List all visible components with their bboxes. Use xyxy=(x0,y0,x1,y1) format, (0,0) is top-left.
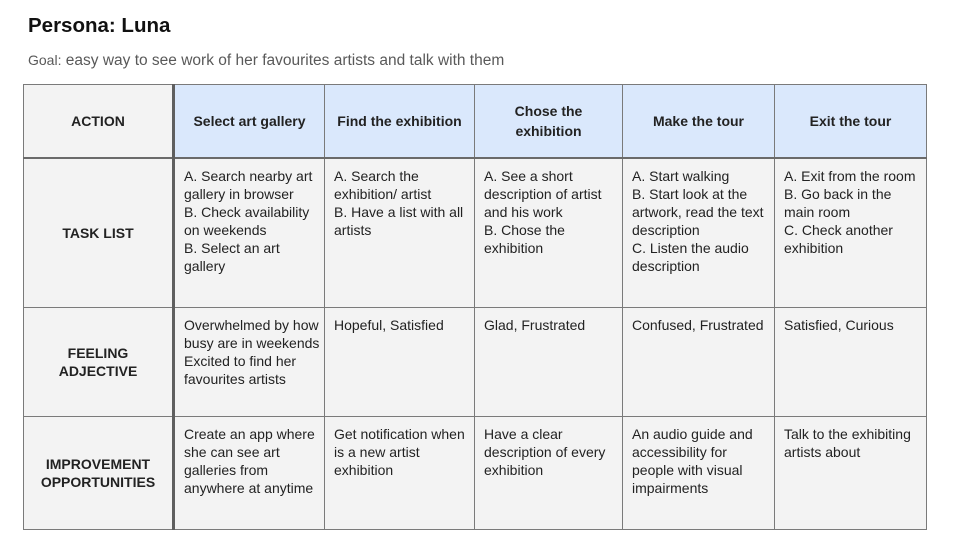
table-row xyxy=(24,417,927,530)
goal-text: easy way to see work of her favourites artists and talk with them xyxy=(61,52,505,69)
column-header: Exit the tour xyxy=(775,85,927,158)
table-cell xyxy=(174,158,325,308)
cell-line: Hopeful, Satisfied xyxy=(334,317,444,333)
cell-line: B. Chose the exhibition xyxy=(484,221,565,256)
goal-statement xyxy=(28,52,504,70)
cell-line: B. Start look at the artwork, read the text description xyxy=(632,185,764,238)
column-header: Find the exhibition xyxy=(325,85,475,158)
cell-line: B. Select an art gallery xyxy=(184,239,280,274)
cell-line: Satisfied, Curious xyxy=(784,317,894,333)
cell-line: A. Search the exhibition/ artist xyxy=(334,167,432,202)
cell-line: Talk to the exhibiting artists about xyxy=(784,426,911,460)
table-cell xyxy=(623,308,775,417)
table-cell xyxy=(325,158,475,308)
cell-line: Overwhelmed by how busy are in weekends xyxy=(184,317,320,351)
page-title: Persona: Luna xyxy=(28,14,171,37)
goal-label: Goal: xyxy=(28,52,62,68)
row-header: FEELING ADJECTIVE xyxy=(24,308,174,417)
header-row xyxy=(24,85,927,158)
column-header: Chose the exhibition xyxy=(475,85,623,158)
table-cell xyxy=(475,158,623,308)
table-cell xyxy=(174,417,325,530)
table-cell xyxy=(775,158,927,308)
cell-line: A. Search nearby art gallery in browser xyxy=(184,167,313,202)
cell-line: Get notification when is a new artist exhibition xyxy=(334,426,465,478)
column-header: Make the tour xyxy=(623,85,775,158)
row-header: IMPROVEMENT OPPORTUNITIES xyxy=(24,417,174,530)
cell-line: C. Listen the audio description xyxy=(632,239,749,274)
cell-line: Have a clear description of every exhibition xyxy=(484,426,606,478)
cell-line: Glad, Frustrated xyxy=(484,317,586,333)
table-cell xyxy=(475,417,623,530)
table-cell xyxy=(775,308,927,417)
cell-line: A. Exit from the room xyxy=(784,167,916,184)
cell-line: A. See a short description of artist and his work xyxy=(484,167,602,220)
cell-line: B. Go back in the main room xyxy=(784,185,892,220)
cell-line: A. Start walking xyxy=(632,167,730,184)
cell-line: Excited to find her favourites artists xyxy=(184,353,297,387)
column-header: Select art gallery xyxy=(174,85,325,158)
cell-line: An audio guide and accessibility for people with visual impairments xyxy=(632,426,753,496)
cell-line: C. Check another exhibition xyxy=(784,221,893,256)
cell-line: B. Check availability on weekends xyxy=(184,203,310,238)
table-cell xyxy=(174,308,325,417)
table-row xyxy=(24,308,927,417)
row-header: TASK LIST xyxy=(24,158,174,308)
table-row xyxy=(24,158,927,308)
table-cell xyxy=(475,308,623,417)
cell-line: Create an app where she can see art galleries from anywhere at anytime xyxy=(184,426,315,496)
table-cell xyxy=(623,417,775,530)
table-cell xyxy=(325,417,475,530)
cell-line: Confused, Frustrated xyxy=(632,317,764,333)
table-cell xyxy=(775,417,927,530)
table-cell xyxy=(325,308,475,417)
cell-line: B. Have a list with all artists xyxy=(334,203,464,238)
table-cell xyxy=(623,158,775,308)
journey-map-table xyxy=(23,84,927,530)
corner-header-action: ACTION xyxy=(24,85,174,158)
